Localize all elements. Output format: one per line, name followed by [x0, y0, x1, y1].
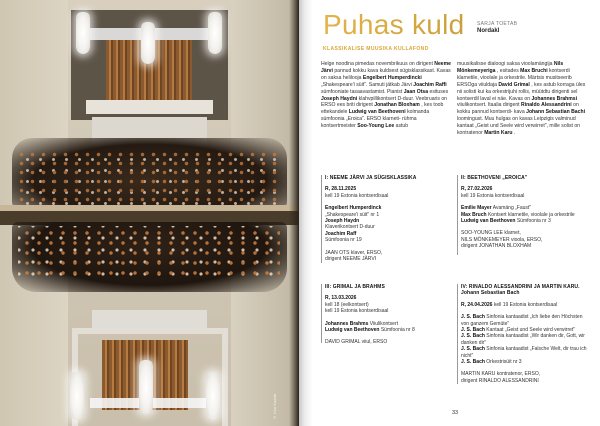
intro-bold-run: Brahmsi — [556, 95, 578, 102]
intro-text-run: rühma kontsertmeister — [321, 116, 417, 130]
work-title: Sinfonia kantaadist „Wir danken dir, Gott, wir danken dir" — [461, 333, 585, 346]
composer-name: J. S. Bach — [461, 333, 485, 340]
work-title: Viiulikontsert — [369, 320, 399, 327]
composer-name: Joseph Haydn — [325, 218, 360, 225]
composer-name: Ludwig van Beethoven — [325, 327, 380, 334]
program-item — [461, 314, 589, 327]
intro-bold-run: Soo-Young Lee — [357, 123, 395, 130]
intro-bold-run: Jaan Otsa — [403, 88, 429, 95]
intro-bold-run: Grimal — [513, 81, 530, 88]
photo-reflection-musicians — [18, 226, 280, 281]
concert-date: R, 13.03.2026 — [325, 295, 357, 302]
work-title: Orkestrisüit nr 3 — [486, 359, 522, 366]
photo-chandelier — [76, 12, 90, 54]
performers: JAAN OTS klaver, ERSO, — [325, 249, 383, 256]
intro-text-run: kontserdil laval ei näe. Kavas on — [457, 95, 532, 102]
intro-bold-run: Johann Sebastian Bachi — [526, 109, 585, 116]
photo-chandelier — [141, 22, 155, 64]
intro-text-run: on dirigent — [409, 61, 435, 67]
concert-title — [461, 284, 589, 297]
intro-text-run: kontserdi klarnetile, vioolale ja orkestrile. — [457, 67, 570, 81]
intro-text-right — [457, 61, 587, 137]
intro-bold-run: Nils Mönkemeyeriga — [457, 61, 564, 74]
intro-text-run: pannud kokku — [334, 67, 367, 74]
photo-credit: © Kiur Kaasik — [272, 393, 277, 420]
intro-text-run: muusikalisse dialoogi saksa vioolamängija — [457, 61, 553, 67]
composer-name: Engelbert Humperdinck — [325, 205, 382, 212]
composer-name: Emilie Mayer — [461, 205, 492, 212]
concert-time: kell 19 Estonia kontserdisaal — [461, 192, 525, 199]
intro-text-run: Märtsis musitseerib ERSOga viiuldaja — [457, 74, 572, 88]
work-title: Sümfoonia nr 3 — [516, 218, 551, 225]
intro-text-run: esituses — [429, 88, 449, 95]
photo-reflection-chandelier — [139, 360, 153, 414]
composer-name: Max Bruch — [461, 211, 487, 218]
intro-bold-run: Johannes — [531, 95, 556, 102]
performers: MARTIN KARU kontratenor, ERSO, — [461, 371, 541, 378]
intro-text-run: mille solist on kontratenor — [457, 123, 580, 137]
intro-bold-run: Joseph Haydni — [321, 95, 358, 102]
intro-text-run: viiulikontsert. Itaalia dirigent — [457, 102, 521, 109]
work-title: Kantaat „Geist und Seele wird verwirret" — [486, 327, 576, 334]
concert-time: kell 19 Estonia kontserdisaal — [493, 301, 558, 308]
work-title: Avamäng „Faust" — [492, 205, 532, 212]
intro-text-run: „Shakespeare'i süit". Samuti jätkab Järvi — [321, 81, 412, 88]
intro-text-run: kava — [513, 109, 527, 116]
photo-reflection-chandelier — [206, 372, 220, 420]
intro-text-run: kava kuldsest sügisklassikast. Kavas on — [321, 67, 451, 81]
composer-name: J. S. Bach — [461, 327, 485, 334]
page-spine-shadow — [289, 0, 299, 426]
photo-chandelier — [208, 12, 222, 54]
composer-name: J. S. Bach — [461, 346, 485, 353]
concert-title-suffix: Johann Sebastian Bach — [461, 290, 520, 297]
intro-text-run: . — [513, 130, 516, 137]
intro-text-left — [321, 61, 451, 130]
series-subtitle: KLASSIKALISE MUUSIKA KULLAFOND — [323, 46, 429, 52]
concert-block — [321, 175, 453, 263]
intro-bold-run: Rinaldo — [521, 102, 540, 109]
performers: dirigent JONATHAN BLOXHAM — [461, 243, 532, 250]
concert-photo — [0, 0, 299, 426]
sponsor-label: SARJA TOETAB — [477, 21, 518, 27]
intro-text-run: klahvpillikontsert D-duur. Veebruaris on ERSO — [321, 95, 447, 109]
intro-bold-run: Engelbert Humperdincki — [362, 74, 422, 81]
performers: dirigent NEEME JÄRVI — [325, 256, 377, 263]
concert-date: R, 27.02.2026 — [461, 186, 493, 193]
concert-date: R, 28.11.2025 — [325, 186, 357, 193]
performers: NILS MÖNKEMEYER vioola, ERSO, — [461, 236, 543, 243]
intro-bold-run: Alessandrini — [541, 102, 572, 109]
photo-reflection-stage — [92, 310, 207, 330]
composer-name: Ludwig van Beethoven — [461, 218, 516, 225]
sponsor-name: Nordakl — [477, 28, 500, 34]
page-title: Puhas kuld — [323, 9, 465, 40]
concert-title-main: IV: RINALDO ALESSANDRINI JA MARTIN KARU. — [461, 284, 580, 290]
performers: SOO-YOUNG LEE klarnet, — [461, 230, 521, 237]
intro-text-run: ka orkestrijuhi rollis, müütdtu dirigenti sel — [485, 88, 578, 95]
photo-reflection-chandelier — [70, 372, 84, 420]
intro-text-run: Helge noodina pimedas novembrikuus — [321, 61, 408, 67]
concert-title: II: BEETHOVENI „EROICA" — [461, 175, 528, 181]
work-title: Sinfonia kantaadist „Falsche Welt, dir trau ich nicht" — [461, 346, 587, 359]
program-item — [461, 346, 589, 359]
concert-time: kell 18 (eelkontsert) — [325, 301, 369, 308]
gutter-shadow — [299, 0, 313, 426]
work-title: Sümfoonia nr 8 — [380, 327, 415, 334]
intro-text-run: , kes — [421, 102, 432, 109]
intro-text-run: sümfooniate tasaavastamist. — [321, 88, 386, 95]
work-title: Sinfonia kantaadist „Ich liebe den Höchsten von ganzem Gemüte" — [461, 314, 583, 327]
intro-text-run: Pianist — [386, 88, 404, 95]
concert-time: kell 19 Estonia kontserdisaal — [325, 192, 389, 199]
intro-text-run: saksa helilooja — [328, 74, 363, 81]
composer-name: Joachim Raff — [325, 230, 357, 237]
composer-name: Johannes Brahms — [325, 320, 369, 327]
intro-text-run: on kokku pannud kontserdi- — [457, 102, 579, 116]
concert-block — [321, 284, 453, 346]
performers: DAVID GRIMAL viiul, ERSO — [325, 339, 388, 346]
work-title: Sümfoonia nr 19 — [325, 237, 362, 244]
sponsor-block — [477, 21, 517, 34]
intro-text-run: Muu hulgas on kavas Leipzigis valminud — [484, 116, 576, 123]
concert-date: R, 24.04.2026 — [461, 301, 493, 308]
concert-block — [457, 284, 589, 384]
intro-text-run: ees briti dirigent — [336, 102, 375, 109]
composer-name: J. S. Bach — [461, 314, 485, 321]
program-item — [461, 333, 589, 346]
intro-bold-run: David — [498, 81, 513, 88]
intro-text-run: , esitades — [496, 67, 521, 74]
work-title: Kontsert klarnetile, vioolale ja orkestrile — [487, 211, 575, 218]
intro-text-run: toob ettekandele — [321, 102, 444, 116]
intro-text-run: kantaat „Geist und Seele wird verwirret", — [457, 123, 548, 130]
intro-bold-run: Max Bruchi — [520, 67, 548, 74]
photo-organ-frame — [86, 100, 213, 114]
concert-title: III: GRIMAL JA BRAHMS — [325, 284, 385, 290]
intro-text-run: , kes astub korraga üles nii solisti kui — [457, 81, 586, 95]
work-title: „Shakespeare'i süit" nr 1 — [325, 211, 380, 218]
text-page — [299, 0, 600, 426]
intro-bold-run: Ludwig van Beethoveni — [348, 109, 406, 116]
intro-bold-run: Neeme Järvi — [321, 61, 451, 74]
page-number: 33 — [452, 410, 459, 416]
performers: dirigent RINALDO ALESSANDRINI — [461, 377, 539, 384]
intro-text-run: kolmanda sümfoonia „Eroica". ERSO klarneti- — [321, 109, 430, 123]
intro-bold-run: Jonathan Bloxham — [374, 102, 420, 109]
intro-text-run: loomingust. — [457, 116, 484, 123]
intro-text-run: astub — [395, 123, 409, 130]
concert-time: kell 19 Estonia kontserdisaal — [325, 308, 389, 315]
intro-bold-run: Joachim Raffi — [413, 81, 447, 88]
intro-bold-run: Martin Karu — [484, 130, 513, 137]
concert-title: I: NEEME JÄRVI JA SÜGISKLASSIKA — [325, 175, 417, 181]
photo-orchestra-musicians — [16, 150, 284, 205]
concert-block — [457, 175, 589, 255]
work-title: Klaverikontsert D-duur — [325, 224, 375, 231]
composer-name: J. S. Bach — [461, 359, 485, 366]
